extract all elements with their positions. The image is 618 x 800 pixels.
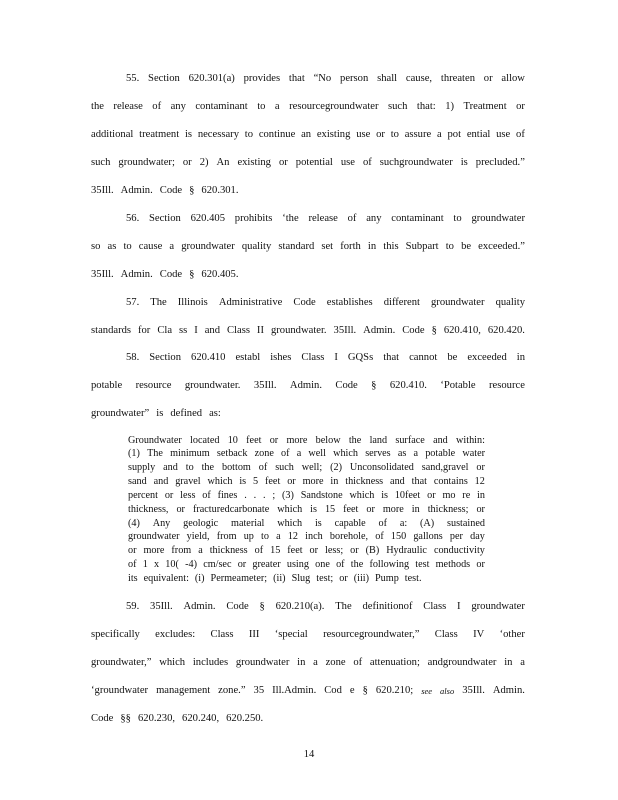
paragraph-56-line-3: 35Ill. Admin. Code § 620.405. xyxy=(91,269,239,280)
paragraph-59-line-5: Code §§ 620.230, 620.240, 620.250. xyxy=(91,713,264,724)
paragraph-55-line-2: the release of any contaminant to a resourcegroundwater such that: 1) Treatment or xyxy=(91,101,525,112)
quote-line-6: thickness, or fracturedcarbonate which is 15 feet or more in thickness; or xyxy=(128,504,485,515)
quote-line-9: or more from a thickness of 15 feet or less; or (B) Hydraulic conductivity xyxy=(128,545,485,556)
paragraph-56-line-2: so as to cause a groundwater quality standard set forth in this Subpart to be exceeded.” xyxy=(91,241,525,252)
quote-line-7: (4) Any geologic material which is capable of a: (A) sustained xyxy=(128,518,485,529)
paragraph-58-line-3: groundwater” is defined as: xyxy=(91,408,221,419)
quote-line-11: its equivalent: (i) Permeameter; (ii) Slug test; or (iii) Pump test. xyxy=(128,573,422,584)
quote-line-3: supply and to the bottom of such well; (2) Unconsolidated sand,gravel or xyxy=(128,462,485,473)
paragraph-57-line-2: standards for Cla ss I and Class II groundwater. 35Ill. Admin. Code § 620.410, 620.420. xyxy=(91,325,525,336)
paragraph-59-line-4: ‘groundwater management zone.” 35 Ill.Admin. Cod e § 620.210; see also 35Ill. Admin. xyxy=(91,685,525,696)
quote-line-5: percent or less of fines . . . ; (3) Sandstone which is 10feet or mo re in xyxy=(128,490,485,501)
paragraph-59-line-2: specifically excludes: Class III ‘special resourcegroundwater,” Class IV ‘other xyxy=(91,629,525,640)
quote-line-2: (1) The minimum setback zone of a well which serves as a potable water xyxy=(128,448,485,459)
paragraph-58-line-2: potable resource groundwater. 35Ill. Admin. Code § 620.410. ‘Potable resource xyxy=(91,380,525,391)
quote-line-1: Groundwater located 10 feet or more below the land surface and within: xyxy=(128,435,485,446)
quote-line-4: sand and gravel which is 5 feet or more in thickness and that contains 12 xyxy=(128,476,485,487)
paragraph-55-line-1: 55. Section 620.301(a) provides that “No person shall cause, threaten or allow xyxy=(126,73,525,84)
page-number: 14 xyxy=(303,749,315,760)
paragraph-56-line-1: 56. Section 620.405 prohibits ‘the release of any contaminant to groundwater xyxy=(126,213,525,224)
paragraph-55-line-4: such groundwater; or 2) An existing or potential use of suchgroundwater is precluded.” xyxy=(91,157,525,168)
paragraph-55-line-5: 35Ill. Admin. Code § 620.301. xyxy=(91,185,239,196)
paragraph-58-line-1: 58. Section 620.410 establ ishes Class I GQSs that cannot be exceeded in xyxy=(126,352,525,363)
paragraph-59-line-3: groundwater,” which includes groundwater in a zone of attenuation; andgroundwater in a xyxy=(91,657,525,668)
paragraph-55-line-3: additional treatment is necessary to continue an existing use or to assure a pot ential use of xyxy=(91,129,525,140)
quote-line-8: groundwater yield, from up to a 12 inch borehole, of 150 gallons per day xyxy=(128,531,485,542)
quote-line-10: of 1 x 10( -4) cm/sec or greater using one of the following test methods or xyxy=(128,559,485,570)
paragraph-59-line-1: 59. 35Ill. Admin. Code § 620.210(a). The definitionof Class I groundwater xyxy=(126,601,525,612)
paragraph-57-line-1: 57. The Illinois Administrative Code establishes different groundwater quality xyxy=(126,297,525,308)
